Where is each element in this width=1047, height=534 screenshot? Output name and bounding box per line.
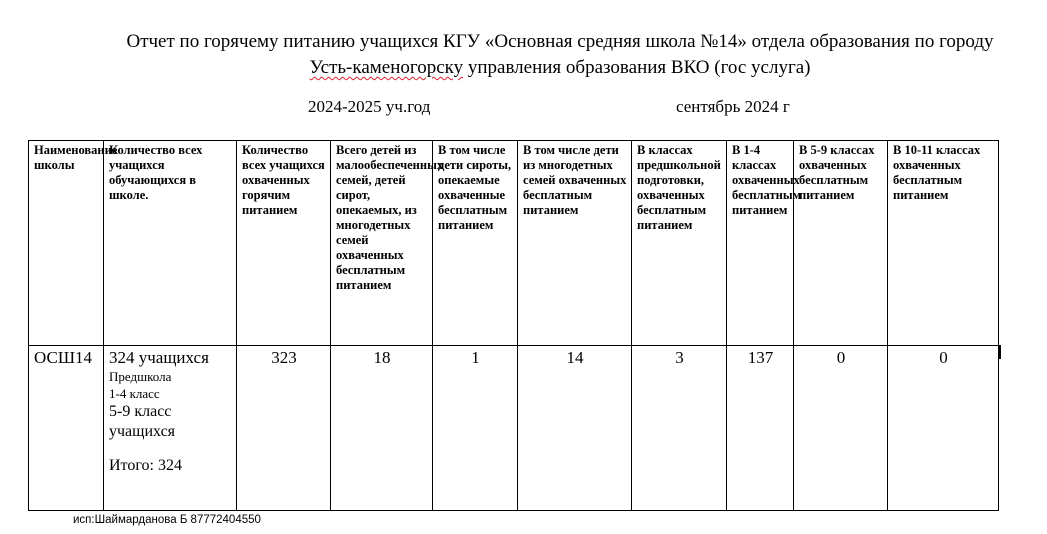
cell-all-free: 18	[331, 346, 433, 511]
students-preschool: Предшкола	[109, 369, 172, 384]
cell-hot-meals: 323	[237, 346, 331, 511]
text-cursor	[999, 345, 1001, 359]
cell-orphans: 1	[433, 346, 518, 511]
cell-students	[104, 346, 237, 511]
header-grades-1-4: В 1-4 классах охваченных бесплатным питанием	[727, 141, 794, 346]
meals-report-table	[28, 140, 999, 511]
report-title-line2: Усть-каменогорску управления образования ВКО (гос услуга)	[309, 57, 811, 78]
contact-footer: исп:Шаймарданова Б 87772404550	[73, 514, 261, 526]
cell-grades-1-4: 137	[727, 346, 794, 511]
header-orphans: В том числе дети сироты, опекаемые охваченные бесплатным питанием	[433, 141, 518, 346]
cell-preschool: 3	[632, 346, 727, 511]
students-grades-1-4: 1-4 класс	[109, 386, 160, 401]
table-header-row	[29, 141, 999, 346]
students-main: 324 учащихся	[109, 348, 209, 367]
cell-grades-5-9: 0	[794, 346, 888, 511]
header-hot-meals: Количество всех учащихся охваченных горячим питанием	[237, 141, 331, 346]
cell-large-families: 14	[518, 346, 632, 511]
table-row	[29, 346, 999, 511]
cell-grades-10-11: 0	[888, 346, 999, 511]
header-all-free-meals: Всего детей из малообеспеченных семей, детей сирот, опекаемых, из многодетных семей охваченных бесплатным питанием	[331, 141, 433, 346]
header-total-students: Количество всех учащихся обучающихся в школе.	[104, 141, 237, 346]
header-grades-5-9: В 5-9 классах охваченных бесплатным питанием	[794, 141, 888, 346]
header-preschool: В классах предшкольной подготовки, охваченных бесплатным питанием	[632, 141, 727, 346]
header-school-name: Наименование школы	[29, 141, 104, 346]
city-name: Усть-каменогорску	[309, 57, 464, 78]
cell-school: ОСШ14	[29, 346, 104, 511]
header-large-families: В том числе дети из многодетных семей охваченных бесплатным питанием	[518, 141, 632, 346]
header-grades-10-11: В 10-11 классах охваченных бесплатным питанием	[888, 141, 999, 346]
students-total: Итого: 324	[109, 457, 182, 474]
report-title-line1: Отчет по горячему питанию учащихся КГУ «Основная средняя школа №14» отдела образования по городу	[126, 31, 994, 52]
academic-year: 2024-2025 уч.год	[308, 97, 431, 116]
students-grades-5-9: 5-9 класс учащихся	[109, 403, 176, 440]
report-month: сентябрь 2024 г	[676, 97, 790, 116]
